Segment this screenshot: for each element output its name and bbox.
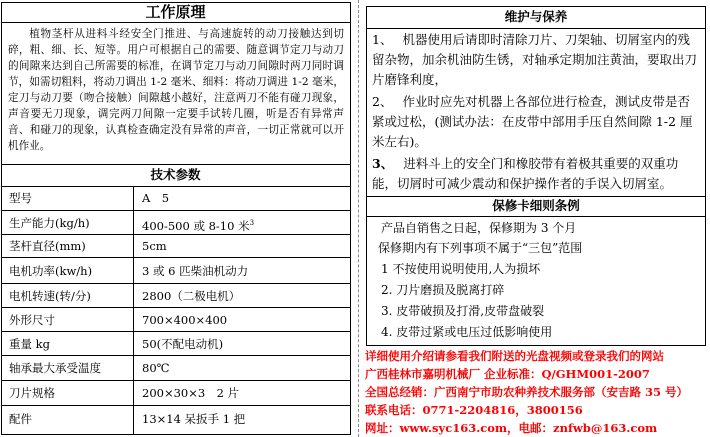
left-inner-border (350, 2, 351, 435)
right-top-border (366, 6, 706, 7)
table-row (1, 186, 350, 211)
table-row (1, 406, 350, 433)
warranty-title: 保修卡细则条例 (492, 198, 580, 213)
warranty-title-underline (366, 216, 706, 217)
spec-label: 重量 kg (9, 337, 50, 351)
spec-label: 电机功率(kw/h) (9, 264, 93, 278)
spec-value (142, 212, 254, 237)
footer-website-notice: 详细使用介绍请参看我们附送的光盘视频或登录我们的网站 (365, 349, 664, 363)
maintenance-item-text: 机器使用后请即时清除刀片、刀架轴、切屑室内的残留杂物，加余机油防生锈，对轴承定期加注黄油，要取出刀片磨锋利度， (372, 32, 698, 87)
spec-value: 50(不配电动机) (142, 337, 224, 351)
maintenance-item-text: 作业时应先对机器上各部位进行检查，测试皮带是否紧或过松，(测试办法：在皮带中部用手压自然间隙 1-2 厘米左右)。 (372, 94, 693, 149)
maintenance-item (372, 30, 702, 90)
spec-label: 型号 (9, 191, 32, 205)
table-row (1, 211, 350, 235)
spec-label: 茎杆直径(mm) (9, 239, 86, 253)
spec-value: 3 或 6 匹柴油机动力 (142, 264, 249, 278)
table-row (1, 356, 350, 381)
maintenance-title: 维护与保养 (504, 9, 568, 24)
maintenance-item-number: 3、 (372, 156, 394, 171)
spec-value: 13×14 呆扳手 1 把 (142, 412, 246, 426)
warranty-exclusion-item: 4. 皮带过紧或电压过低影响使用 (381, 325, 553, 339)
maintenance-item-number: 2、 (372, 94, 393, 109)
work-principle-text: 植物茎杆从进料斗经安全门推进、与高速旋转的动刀接触达到切碎，粗、细、长、短等。用户可根据自己的需要、随意调节定刀与动刀的间隙来达到自己所需要的标准，在调节定刀与动刀间隙时两刀同时调节，如需切粗料，将动刀调出 1-2 毫米、细料：将动刀调进 1-2 毫米，定刀与动刀要（吻合接触）间隙越小越好，注意两刀不能有碰刀现象，声音要无刀现象，调完两刀间隙一定要手试转几圈，听是否有异常声音、和碰刀的现象，认真检查确定没有异常的声音，一切正常就可以开机作业。 (8, 28, 344, 152)
column-gutter-dashed (358, 0, 359, 437)
right-outer-border-right (705, 6, 706, 345)
spec-value-superscript: 3 (249, 219, 255, 227)
spec-value: 5cm (142, 239, 167, 253)
right-outer-border-left (366, 6, 367, 345)
spec-table (1, 186, 350, 434)
table-row (1, 258, 350, 284)
spec-title: 技术参数 (150, 167, 201, 182)
spec-value: 700×400×400 (142, 313, 228, 327)
spec-value: A 5 (142, 191, 170, 205)
table-row (1, 332, 350, 356)
footer-web-email: 网址：www.syc163.com，电邮：znfwb@163.com (365, 421, 658, 435)
warranty-exclusion-item: 3. 皮带破损及打滑,皮带盘破裂 (381, 304, 545, 318)
table-row (1, 235, 350, 258)
table-row (1, 381, 350, 406)
maintenance-title-underline (366, 28, 706, 29)
footer-phone: 联系电话：0771-2204816，3800156 (365, 403, 583, 417)
spec-label: 轴承最大承受温度 (9, 361, 101, 375)
work-title-underline (1, 22, 350, 23)
warranty-intro-period: 产品自销售之日起，保修期为 3 个月 (381, 221, 577, 235)
spec-label: 外形尺寸 (9, 313, 55, 327)
warranty-intro-exclusions: 保修期内有下列事项不属于“三包”范围 (378, 241, 583, 255)
spec-value-text: 400-500 或 8-10 米 (142, 218, 250, 233)
maintenance-item (372, 92, 702, 152)
maintenance-item-text: 进料斗上的安全门和橡胶带有着极其重要的双重功能，切屑时可减少震动和保护操作者的手误入切屑室。 (372, 156, 679, 191)
table-row (1, 308, 350, 332)
warranty-exclusion-item: 1 不按使用说明使用,人为损坏 (381, 262, 541, 276)
work-principle-title: 工作原理 (145, 3, 206, 21)
spec-label: 电机转速(转/分) (9, 289, 91, 303)
maintenance-item (372, 154, 702, 194)
spec-value: 2800（二极电机） (142, 289, 241, 303)
footer-manufacturer: 广西桂林市嘉明机械厂 企业标准：Q/GHM001-2007 (365, 367, 650, 381)
maintenance-body (372, 30, 702, 194)
spec-label: 生产能力(kg/h) (9, 216, 90, 230)
spec-value: 80℃ (142, 361, 170, 375)
table-row (1, 284, 350, 308)
spec-value: 200×30×3 2 片 (142, 386, 240, 400)
warranty-exclusion-item: 2. 刀片磨损及脱离打碎 (381, 283, 505, 297)
maintenance-item-number: 1、 (372, 32, 393, 47)
left-bottom-border (1, 434, 350, 435)
spec-label: 配件 (9, 412, 32, 426)
footer-distributor: 全国总经销：广西南宁市助农种养技术服务部（安吉路 35 号） (365, 385, 689, 399)
spec-label: 刀片规格 (9, 386, 55, 400)
right-bottom-border (366, 345, 706, 346)
